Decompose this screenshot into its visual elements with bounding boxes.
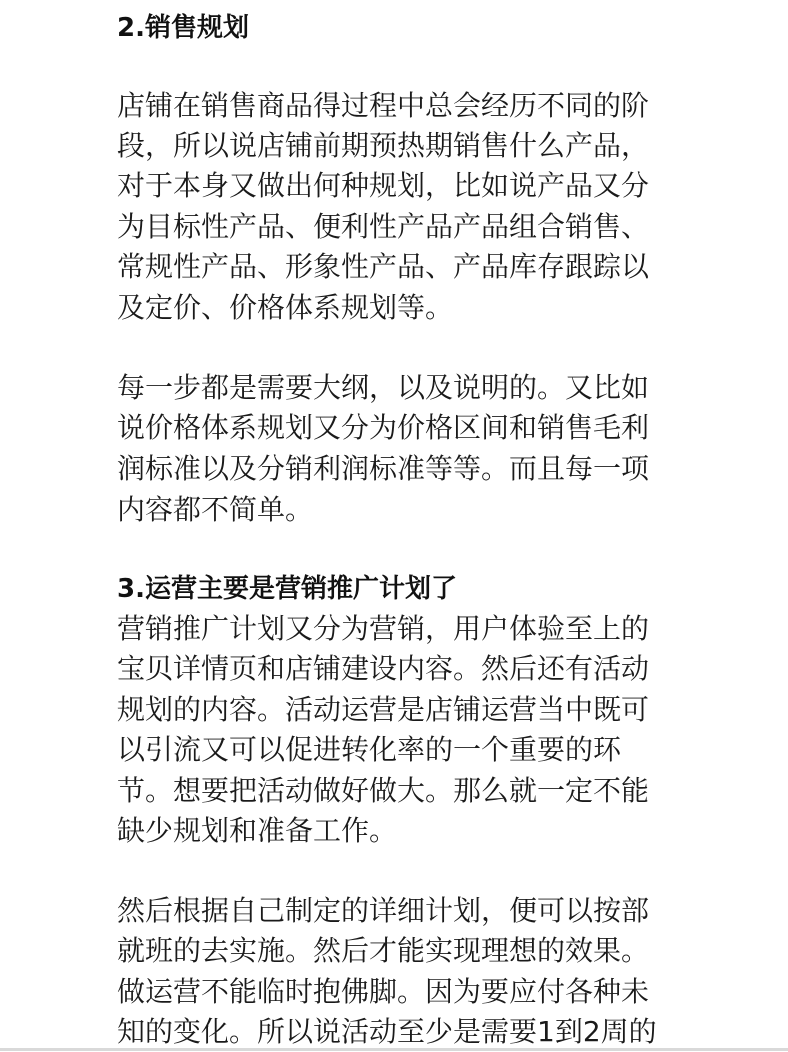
text-line: 宝贝详情页和店铺建设内容。然后还有活动 (117, 652, 650, 685)
text-line: 做运营不能临时抱佛脚。因为要应付各种未 (117, 975, 650, 1008)
text-line: 知的变化。所以说活动至少是需要1到2周的 (117, 1015, 657, 1048)
text-line: 润标准以及分销利润标准等等。而且每一项 (117, 452, 650, 485)
text-line: 营销推广计划又分为营销，用户体验至上的 (117, 612, 650, 645)
text-line: 说价格体系规划又分为价格区间和销售毛利 (117, 411, 650, 444)
text-line: 节。想要把活动做好做大。那么就一定不能 (117, 774, 650, 807)
text-line: 然后根据自己制定的详细计划，便可以按部 (117, 894, 650, 927)
text-line: 每一步都是需要大纲，以及说明的。又比如 (117, 371, 650, 404)
text-line: 为目标性产品、便利性产品产品组合销售、 (117, 210, 650, 243)
text-line: 及定价、价格体系规划等。 (117, 291, 454, 324)
text-line: 以引流又可以促进转化率的一个重要的环 (117, 733, 622, 766)
text-line: 段，所以说店铺前期预热期销售什么产品， (117, 129, 650, 162)
text-line: 规划的内容。活动运营是店铺运营当中既可 (117, 693, 650, 726)
text-line: 缺少规划和准备工作。 (117, 814, 398, 847)
text-line: 就班的去实施。然后才能实现理想的效果。 (117, 934, 650, 967)
text-line: 店铺在销售商品得过程中总会经历不同的阶 (117, 89, 650, 122)
text-line: 对于本身又做出何种规划，比如说产品又分 (117, 169, 650, 202)
section-heading-sales-planning: 2.销售规划 (117, 13, 249, 43)
text-line: 内容都不简单。 (117, 493, 314, 526)
text-line: 常规性产品、形象性产品、产品库存跟踪以 (117, 250, 650, 283)
section-heading-marketing-plan: 3.运营主要是营销推广计划了 (117, 574, 457, 604)
